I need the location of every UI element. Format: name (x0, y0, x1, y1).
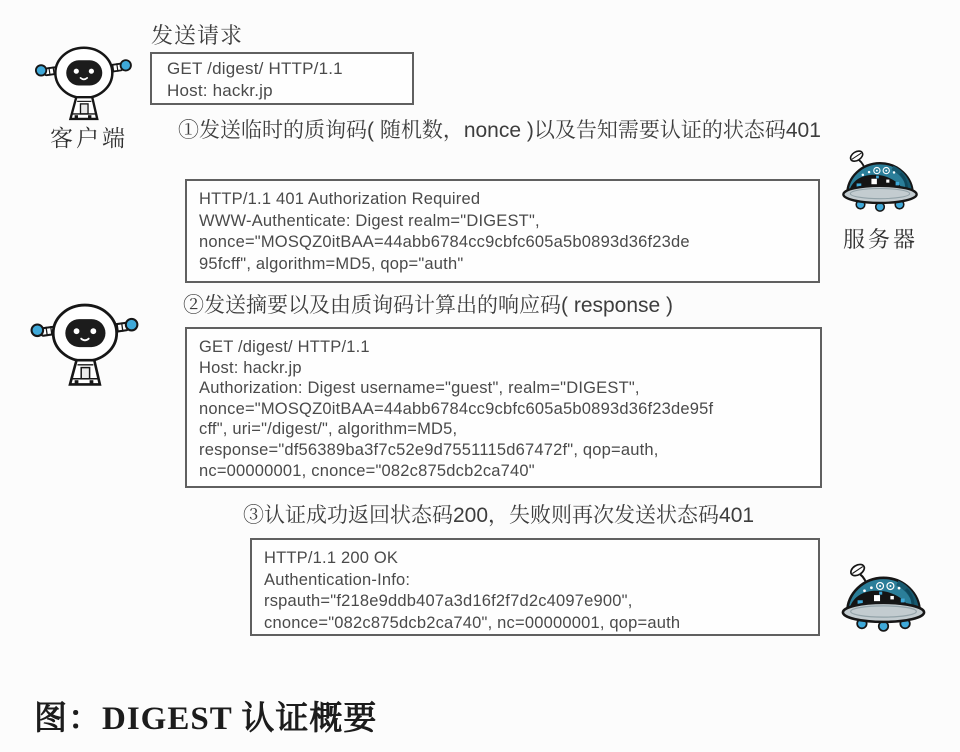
http-line: nc=00000001, cnonce="082c875dcb2ca740" (199, 461, 535, 480)
http-line: GET /digest/ HTTP/1.1 (199, 338, 370, 356)
http-line: 95fcff", algorithm=MD5, qop="auth" (199, 254, 464, 273)
send-request-label: 发送请求 (151, 23, 244, 48)
response-401-box (185, 179, 820, 283)
client-robot-icon (28, 292, 140, 390)
request-box (150, 52, 414, 105)
http-line: Authorization: Digest username="guest", realm="DIGEST", (199, 379, 640, 398)
server-robot-icon (836, 552, 931, 652)
auth-request-box (185, 327, 822, 488)
step1-label: ①发送临时的质询码( 随机数，nonce )以及告知需要认证的状态码401 (178, 119, 821, 142)
http-line: Host: hackr.jp (199, 358, 302, 377)
http-line: response="df56389ba3f7c52e9d7551115d67472f", qop=auth, (199, 440, 659, 459)
http-line: HTTP/1.1 200 OK (264, 549, 399, 567)
http-line: cnonce="082c875dcb2ca740", nc=00000001, qop=auth (264, 613, 681, 632)
http-line: GET /digest/ HTTP/1.1 (167, 59, 343, 78)
step3-label: ③认证成功返回状态码200，失败则再次发送状态码401 (243, 504, 755, 527)
http-line: Host: hackr.jp (167, 81, 273, 100)
client-robot-icon (24, 36, 142, 124)
step2-label: ②发送摘要以及由质询码计算出的响应码( response ) (183, 294, 674, 317)
http-line: rspauth="f218e9ddb407a3d16f2f7d2c4097e900", (264, 592, 633, 610)
http-line: HTTP/1.1 401 Authorization Required (199, 190, 481, 208)
figure-caption: 图：DIGEST 认证概要 (34, 701, 378, 737)
http-line: nonce="MOSQZ0itBAA=44abb6784cc9cbfc605a5b0893d36f23de (199, 233, 690, 251)
response-200-box (250, 538, 820, 636)
client-label: 客户端 (50, 125, 128, 151)
http-line: cff", uri="/digest/", algorithm=MD5, (199, 420, 458, 439)
server-robot-icon (834, 146, 926, 224)
server-label: 服务器 (843, 227, 919, 252)
http-line: Authentication-Info: (264, 570, 411, 589)
http-line: nonce="MOSQZ0itBAA=44abb6784cc9cbfc605a5b0893d36f23de95f (199, 399, 714, 418)
http-line: WWW-Authenticate: Digest realm="DIGEST", (199, 211, 540, 230)
